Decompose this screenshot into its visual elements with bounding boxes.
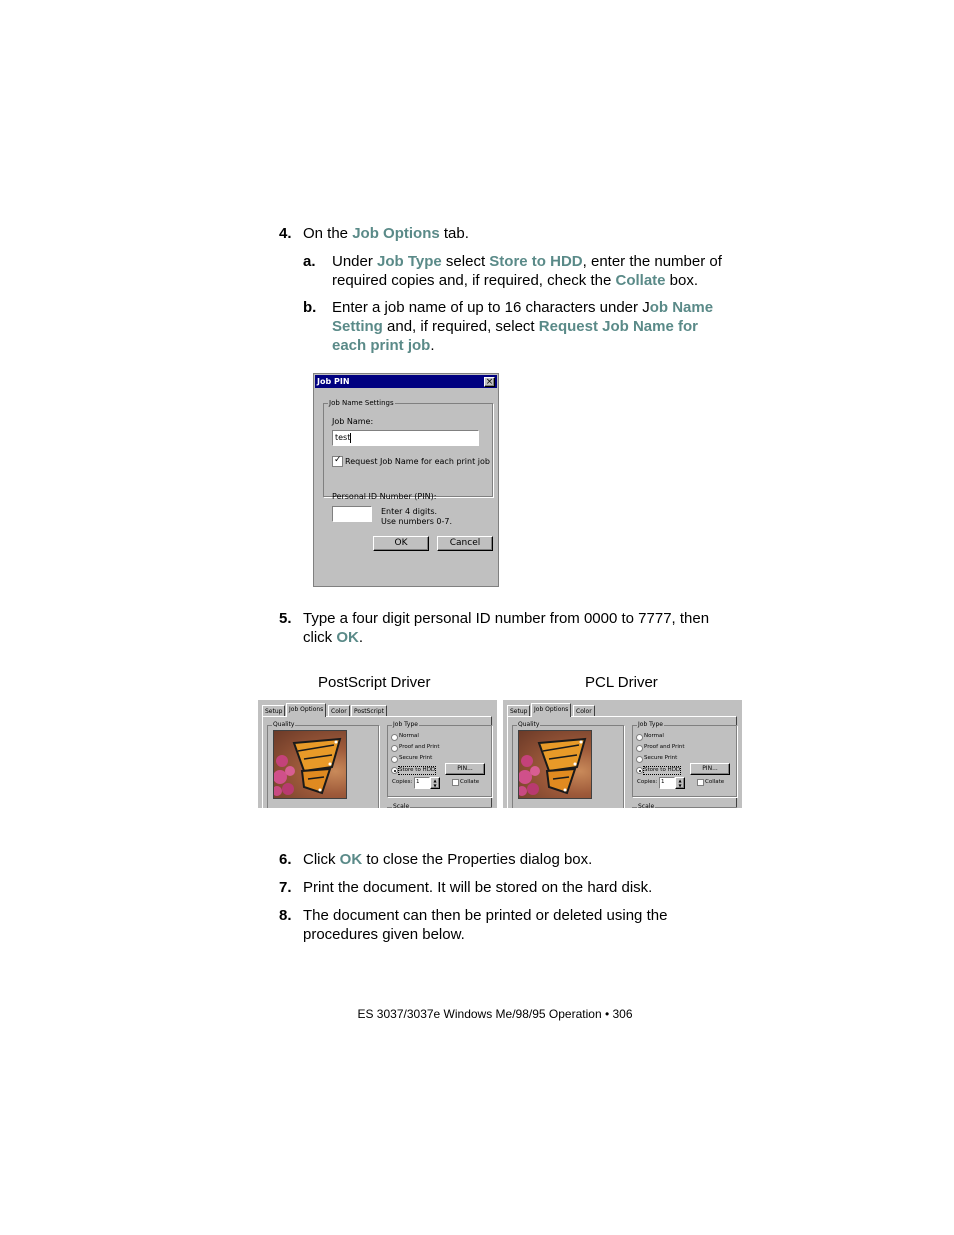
dialog-title: Job PIN [317, 377, 350, 386]
radio-label: Proof and Print [399, 744, 440, 750]
step-text: Type a four digit personal ID number from 0000 to 7777, then click OK. [303, 610, 710, 646]
step-text: Print the document. It will be stored on the hard disk. [303, 879, 653, 896]
butterfly-image [273, 730, 347, 799]
job-pin-dialog [313, 373, 499, 587]
copies-input[interactable]: 1 [414, 777, 430, 789]
group-title: Job Type [393, 721, 418, 728]
substep-letter: a. [303, 253, 316, 270]
pin-button[interactable]: PIN... [690, 763, 730, 775]
group-title: Scale [637, 803, 655, 808]
radio-proof-and-print[interactable] [636, 745, 643, 752]
scale-group [387, 803, 492, 808]
step-text: The document can then be printed or deleted using the procedures given below. [303, 907, 668, 943]
group-title: Job Type [638, 721, 663, 728]
pcl-driver-caption: PCL Driver [585, 674, 658, 691]
tab-job-options[interactable]: Job Options [531, 703, 571, 717]
radio-normal[interactable] [391, 734, 398, 741]
copies-spinner[interactable] [675, 777, 685, 789]
radio-label: Store to HDD [644, 767, 681, 773]
text-cursor [350, 433, 351, 443]
collate-checkbox[interactable] [697, 779, 704, 786]
group-title: Scale [392, 803, 410, 808]
pcl-driver-panel [502, 699, 742, 808]
substep-text: Under Job Type select Store to HDD, enter the number of required copies and, if required, check the Collate box. [332, 253, 722, 289]
step-number: 6. [279, 851, 292, 868]
job-name-input[interactable]: test [332, 430, 479, 446]
ok-button[interactable]: OK [373, 536, 429, 551]
radio-label: Secure Print [644, 755, 678, 761]
radio-label: Normal [399, 733, 419, 739]
tab-color[interactable]: Color [328, 705, 350, 717]
radio-secure-print[interactable] [636, 756, 643, 763]
radio-secure-print[interactable] [391, 756, 398, 763]
keyword: Job Options [352, 225, 440, 242]
copies-label: Copies: [392, 779, 413, 785]
tab-page [262, 716, 492, 808]
tab-page [507, 716, 737, 808]
group-title: Quality [273, 721, 295, 728]
request-job-name-label[interactable]: Request Job Name for each print job [345, 457, 490, 466]
butterfly-icon [519, 731, 591, 798]
copies-spinner[interactable] [430, 777, 440, 789]
tab-postscript[interactable]: PostScript [351, 705, 387, 717]
radio-store-to-hdd[interactable] [391, 767, 398, 774]
substep-letter: b. [303, 299, 317, 316]
keyword: Request Job Name for each print job [332, 318, 698, 354]
step-number: 5. [279, 610, 292, 627]
radio-store-to-hdd[interactable] [636, 767, 643, 774]
pin-hint-1: Enter 4 digits. [381, 507, 438, 516]
tab-setup[interactable]: Setup [262, 705, 285, 717]
substep-text: Enter a job name of up to 16 characters under Job Name Setting and, if required, select Request Job Name for each print job. [332, 299, 714, 354]
check-mark-icon: ✓ [334, 455, 342, 465]
pin-label: Personal ID Number (PIN): [332, 492, 437, 501]
radio-label: Store to HDD [399, 767, 436, 773]
step-number: 7. [279, 879, 292, 896]
page-footer: ES 3037/3037e Windows Me/98/95 Operation • 306 [357, 1007, 633, 1021]
keyword: Job Type [377, 253, 442, 270]
close-icon: × [485, 377, 494, 387]
keyword: ob Name Setting [332, 299, 714, 335]
postscript-driver-panel [257, 699, 497, 808]
spin-down-icon: ▼ [678, 783, 682, 788]
collate-label: Collate [705, 779, 725, 785]
close-button[interactable] [484, 377, 495, 387]
step-number: 8. [279, 907, 292, 924]
butterfly-icon [274, 731, 346, 798]
pin-button[interactable]: PIN... [445, 763, 485, 775]
dialog-titlebar[interactable] [315, 375, 497, 388]
butterfly-image [518, 730, 592, 799]
step-text: Click OK to close the Properties dialog box. [303, 851, 593, 868]
spin-up-icon: ▲ [433, 778, 437, 783]
tab-job-options[interactable]: Job Options [286, 703, 326, 717]
copies-label: Copies: [637, 779, 658, 785]
copies-input[interactable]: 1 [659, 777, 675, 789]
tab-color[interactable]: Color [573, 705, 595, 717]
radio-proof-and-print[interactable] [391, 745, 398, 752]
step-number: 4. [279, 225, 292, 242]
group-title: Job Name Settings [329, 399, 394, 407]
radio-label: Proof and Print [644, 744, 685, 750]
spin-up-icon: ▲ [678, 778, 682, 783]
request-job-name-checkbox[interactable] [332, 456, 343, 467]
pin-hint-2: Use numbers 0-7. [381, 517, 453, 526]
step-text: On the Job Options tab. [303, 225, 469, 242]
spin-down-icon: ▼ [433, 783, 437, 788]
postscript-driver-caption: PostScript Driver [318, 674, 431, 691]
pin-input[interactable] [332, 506, 372, 522]
cancel-button[interactable]: Cancel [437, 536, 493, 551]
group-title: Quality [518, 721, 540, 728]
collate-checkbox[interactable] [452, 779, 459, 786]
keyword: Collate [615, 272, 666, 289]
keyword: OK [339, 851, 363, 868]
radio-label: Secure Print [399, 755, 433, 761]
collate-label: Collate [460, 779, 480, 785]
scale-group [632, 803, 737, 808]
radio-label: Normal [644, 733, 664, 739]
radio-normal[interactable] [636, 734, 643, 741]
tab-setup[interactable]: Setup [507, 705, 530, 717]
keyword: OK [336, 629, 359, 646]
keyword: Store to HDD [489, 253, 583, 270]
job-name-label: Job Name: [332, 417, 374, 426]
